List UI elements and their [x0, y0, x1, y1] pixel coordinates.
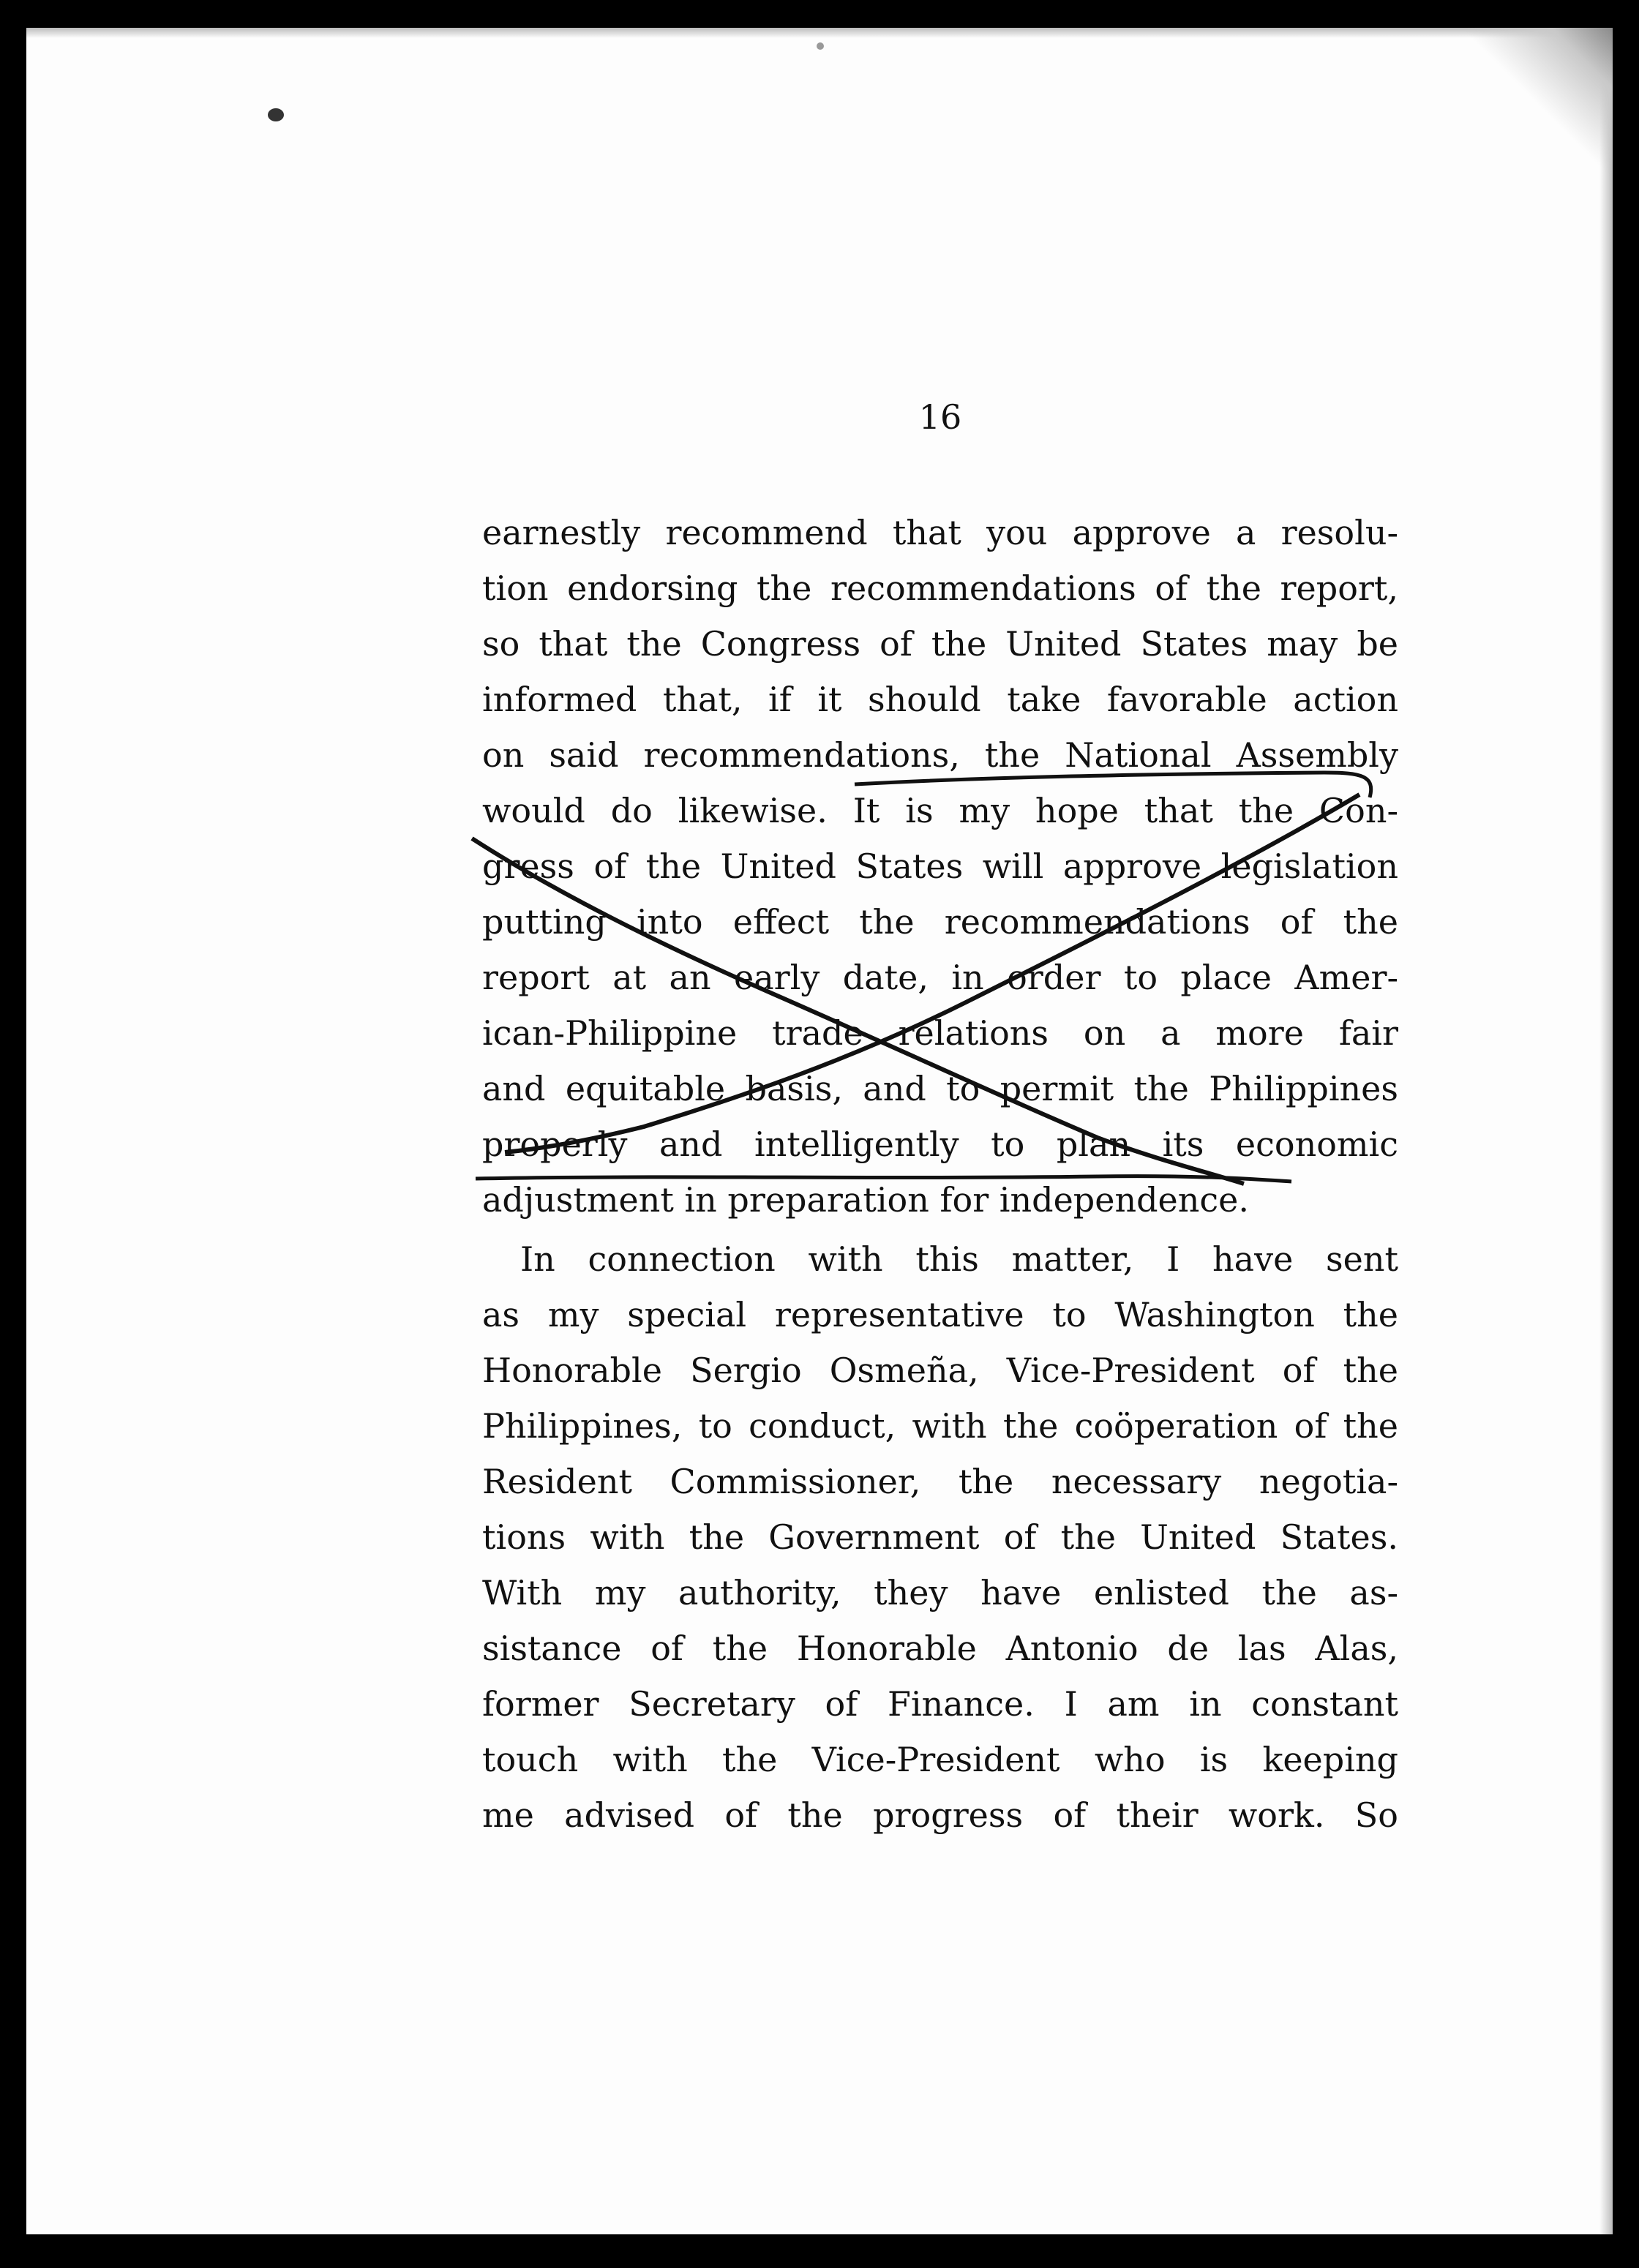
text-line: putting into effect the recommendations of the [482, 902, 1398, 942]
text-line: touch with the Vice-President who is keeping [482, 1740, 1398, 1779]
text-line: Resident Commissioner, the necessary negotia- [482, 1462, 1398, 1501]
text-line: as my special representative to Washington the [482, 1295, 1398, 1334]
text-line: tions with the Government of the United States. [482, 1517, 1398, 1557]
page-right-shadow [1599, 28, 1613, 2234]
ink-speck [268, 108, 284, 121]
text-line: informed that, if it should take favorable action [482, 680, 1398, 719]
text-line: properly and intelligently to plan its economic [482, 1124, 1398, 1164]
text-line: report at an early date, in order to place Amer- [482, 958, 1398, 997]
text-line: Honorable Sergio Osmeña, Vice-President of the [482, 1351, 1398, 1390]
text-line: would do likewise. It is my hope that the Con- [482, 791, 1398, 830]
corner-smudge [1444, 28, 1613, 196]
text-line: me advised of the progress of their work. So [482, 1795, 1398, 1835]
text-line: former Secretary of Finance. I am in constant [482, 1684, 1398, 1724]
text-line: ican-Philippine trade relations on a more fair [482, 1013, 1398, 1053]
text-line: so that the Congress of the United States may be [482, 624, 1398, 664]
text-line: gress of the United States will approve legislation [482, 846, 1398, 886]
document-page [26, 28, 1613, 2234]
text-line: adjustment in preparation for independence. [482, 1180, 1250, 1220]
page-number: 16 [918, 397, 962, 437]
text-line: and equitable basis, and to permit the Philippines [482, 1069, 1398, 1108]
text-line: In connection with this matter, I have sent [520, 1239, 1398, 1279]
text-line: earnestly recommend that you approve a resolu- [482, 513, 1398, 552]
ink-speck [817, 42, 824, 50]
page-top-shadow [26, 28, 1613, 38]
text-line: With my authority, they have enlisted the as- [482, 1573, 1398, 1612]
text-line: Philippines, to conduct, with the coöperation of the [482, 1406, 1398, 1446]
text-line: tion endorsing the recommendations of the report, [482, 568, 1398, 608]
text-line: sistance of the Honorable Antonio de las Alas, [482, 1629, 1398, 1668]
text-line: on said recommendations, the National Assembly [482, 735, 1398, 775]
